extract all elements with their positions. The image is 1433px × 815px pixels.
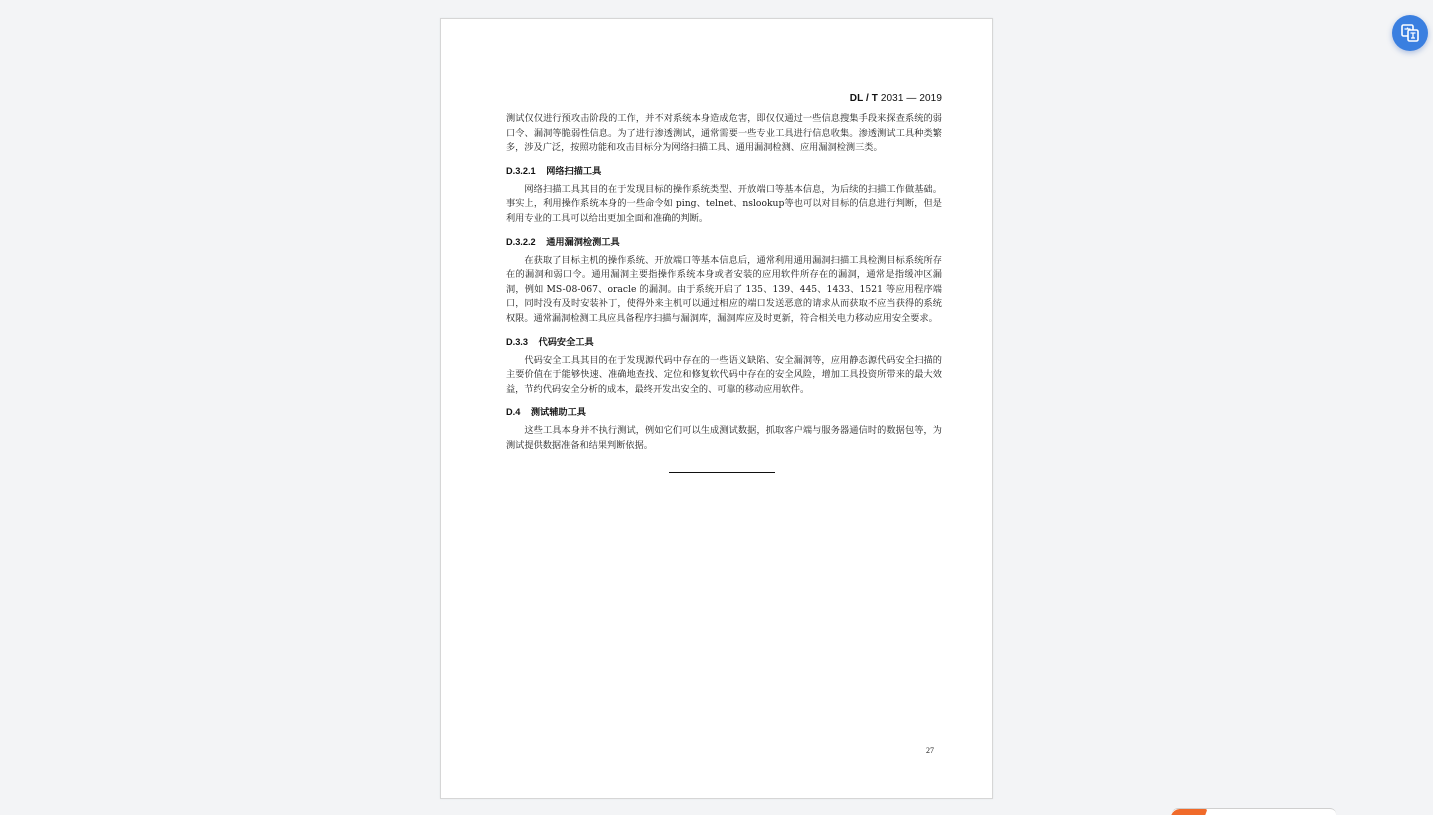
section-number: D.4 <box>506 407 521 418</box>
end-of-appendix-rule <box>669 472 775 473</box>
section-number: D.3.2.2 <box>506 236 536 247</box>
paragraph: 网络扫描工具其目的在于发现目标的操作系统类型、开放端口等基本信息，为后续的扫描工作做基础。事实上，利用操作系统本身的一些命令如 ping、telnet、nslookup等也可以对目标的信息进行判断，但是利用专业的工具可以给出更加全面和准确的判断。 <box>506 183 942 224</box>
paragraph: 测试仅仅进行预攻击阶段的工作，并不对系统本身造成危害，即仅仅通过一些信息搜集手段来探查系统的弱口令、漏洞等脆弱性信息。为了进行渗透测试，通常需要一些专业工具进行信息收集。渗透测试工具种类繁多，涉及广泛，按照功能和攻击目标分为网络扫描工具、通用漏洞检测、应用漏洞检测三类。 <box>506 113 942 154</box>
section-title: 通用漏洞检测工具 <box>546 236 620 247</box>
standard-code-number: 2031 — 2019 <box>880 93 942 104</box>
section-heading <box>506 164 942 178</box>
bottom-corner-tab-accent <box>1171 809 1208 815</box>
section-title: 代码安全工具 <box>538 336 594 347</box>
paragraph: 在获取了目标主机的操作系统、开放端口等基本信息后，通常利用通用漏洞扫描工具检测目标系统所存在的漏洞和弱口令。通用漏洞主要指操作系统本身或者安装的应用软件所存在的漏洞，通常是指缓冲区漏洞，例如 MS-08-067、oracle 的漏洞。由于系统开启了 135、139、445、1433、1521 等应用程序端口，同时没有及时安装补丁，使得外来主机可以通过相应的端口发送恶意的请求从而获取不应当获得的系统权限。通常漏洞检测工具应具备程序扫描与漏洞库，漏洞库应及时更新，符合相关电力移动应用安全要求。 <box>506 254 942 324</box>
standard-code-prefix: DL / T <box>849 93 878 104</box>
section-title: 网络扫描工具 <box>546 165 602 176</box>
section-heading <box>506 405 942 419</box>
document-page <box>440 18 993 799</box>
section-heading <box>506 235 942 249</box>
screenshot-translate-icon <box>1400 23 1420 43</box>
section-heading <box>506 335 942 349</box>
standard-code <box>850 93 942 104</box>
paragraph: 这些工具本身并不执行测试，例如它们可以生成测试数据，抓取客户端与服务器通信时的数据包等，为测试提供数据准备和结果判断依据。 <box>506 425 942 451</box>
page-content <box>506 112 942 473</box>
section-number: D.3.3 <box>506 336 528 347</box>
section-title: 测试辅助工具 <box>530 407 586 418</box>
page-number: 27 <box>926 746 934 755</box>
screenshot-translate-button[interactable] <box>1392 15 1428 51</box>
paragraph: 代码安全工具其目的在于发现源代码中存在的一些语义缺陷、安全漏洞等，应用静态源代码安全扫描的主要价值在于能够快速、准确地查找、定位和修复软代码中存在的安全风险，增加工具投资所带来的最大效益，节约代码安全分析的成本，最终开发出安全的、可靠的移动应用软件。 <box>506 354 942 395</box>
section-number: D.3.2.1 <box>506 165 536 176</box>
